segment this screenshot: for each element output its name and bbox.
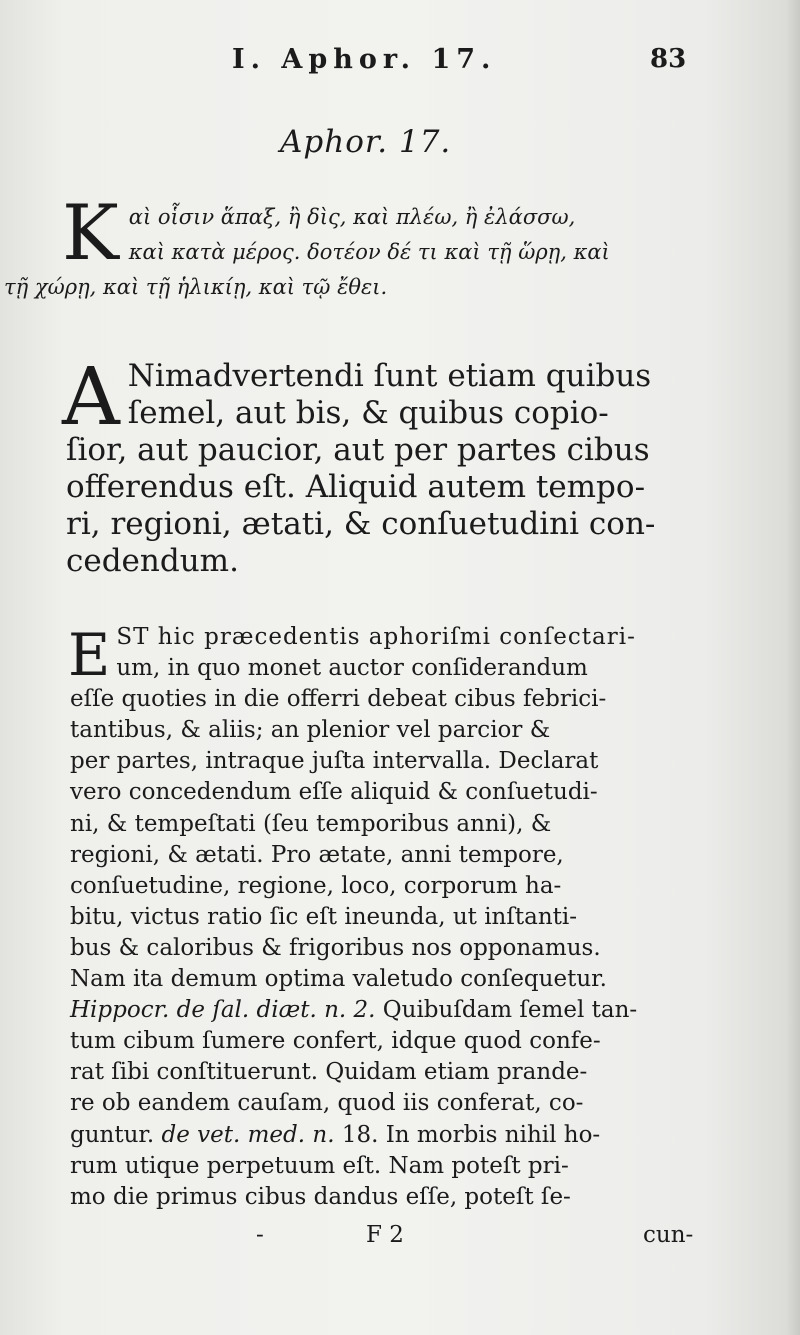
latin-line: ſemel, aut bis, & quibus copio- xyxy=(127,395,609,431)
citation-hippocrates: Hippocr. de ſal. diæt. n. 2. xyxy=(70,997,376,1024)
commentary-line: regioni, & ætati. Pro ætate, anni tempore, xyxy=(70,841,564,868)
greek-line: αὶ οἷσιν ἅπαξ, ἢ δὶς, καὶ πλέω, ἢ ἐλάσσω, xyxy=(128,205,576,229)
greek-aphorism-text xyxy=(4,188,696,305)
latin-line: Nimadvertendi ſunt etiam quibus xyxy=(127,358,652,394)
commentary-line: rat ſibi conſtituerunt. Quidam etiam prande- xyxy=(70,1059,588,1086)
commentary-line: tantibus, & aliis; an plenior vel parcior & xyxy=(70,717,551,744)
commentary-line-text: guntur. xyxy=(70,1121,162,1148)
running-head xyxy=(0,44,800,84)
latin-line: ſior, aut paucior, aut per partes cibus xyxy=(66,432,650,468)
commentary-line: ni, & tempeſtati (ſeu temporibus anni), & xyxy=(70,810,552,837)
greek-line: καὶ κατὰ μέρος. δοτέον δέ τι καὶ τῇ ὥρῃ, καὶ xyxy=(128,240,610,264)
commentary-line: ST hic præcedentis aphoriſmi conſectari- xyxy=(116,624,636,650)
running-head-title: I. Aphor. 17. xyxy=(232,44,497,75)
commentary-line xyxy=(70,995,704,1026)
latin-translation xyxy=(62,350,706,580)
greek-dropcap: K xyxy=(62,188,119,277)
commentary-line: rum utique perpetuum eſt. Nam poteſt pri- xyxy=(70,1152,569,1179)
commentary-line: mo die primus cibus dandus eſſe, poteſt ſe- xyxy=(70,1183,571,1210)
commentary-line-text: Quibuſdam ſemel tan- xyxy=(375,997,638,1024)
commentary-line xyxy=(70,1120,704,1151)
commentary-line: eſſe quoties in die offerri debeat cibus febrici- xyxy=(70,686,607,713)
latin-line: ri, regioni, ætati, & conſuetudini con- xyxy=(66,506,656,542)
aphorism-heading: Aphor. 17. xyxy=(280,124,452,160)
commentary-line: bus & caloribus & frigoribus nos opponamus. xyxy=(70,934,601,961)
commentary-line: re ob eandem cauſam, quod iis conferat, co- xyxy=(70,1090,584,1117)
citation-de-vet-med: de vet. med. n. xyxy=(161,1121,335,1148)
latin-dropcap: A xyxy=(62,350,120,443)
page-edge-shadow xyxy=(786,0,800,1335)
commentary-line: per partes, intraque juſta intervalla. Declarat xyxy=(70,748,599,775)
commentary-line-text: 18. In morbis nihil ho- xyxy=(334,1121,601,1148)
greek-line: τῇ χώρῃ, καὶ τῇ ἡλικίῃ, καὶ τῷ ἔθει. xyxy=(4,275,388,299)
page-number: 83 xyxy=(650,44,687,74)
commentary-line: conſuetudine, regione, loco, corporum ha- xyxy=(70,872,562,899)
commentary-line: tum cibum ſumere confert, idque quod confe- xyxy=(70,1028,601,1055)
catchword: cun- xyxy=(643,1222,694,1248)
commentary-line: vero concedendum eſſe aliquid & conſuetudi- xyxy=(70,779,598,806)
signature-mark: F 2 xyxy=(366,1222,404,1248)
commentary-line: Nam ita demum optima valetudo conſequetur. xyxy=(70,966,607,993)
footer-mark: - xyxy=(256,1222,264,1248)
commentary-text xyxy=(70,622,704,1213)
latin-line: offerendus eſt. Aliquid autem tempo- xyxy=(66,469,646,505)
commentary-dropcap: E xyxy=(68,621,111,689)
latin-line: cedendum. xyxy=(66,543,239,579)
commentary-line: um, in quo monet auctor conſiderandum xyxy=(116,655,588,682)
commentary-line: bitu, victus ratio ſic eſt ineunda, ut inſtanti- xyxy=(70,903,578,930)
